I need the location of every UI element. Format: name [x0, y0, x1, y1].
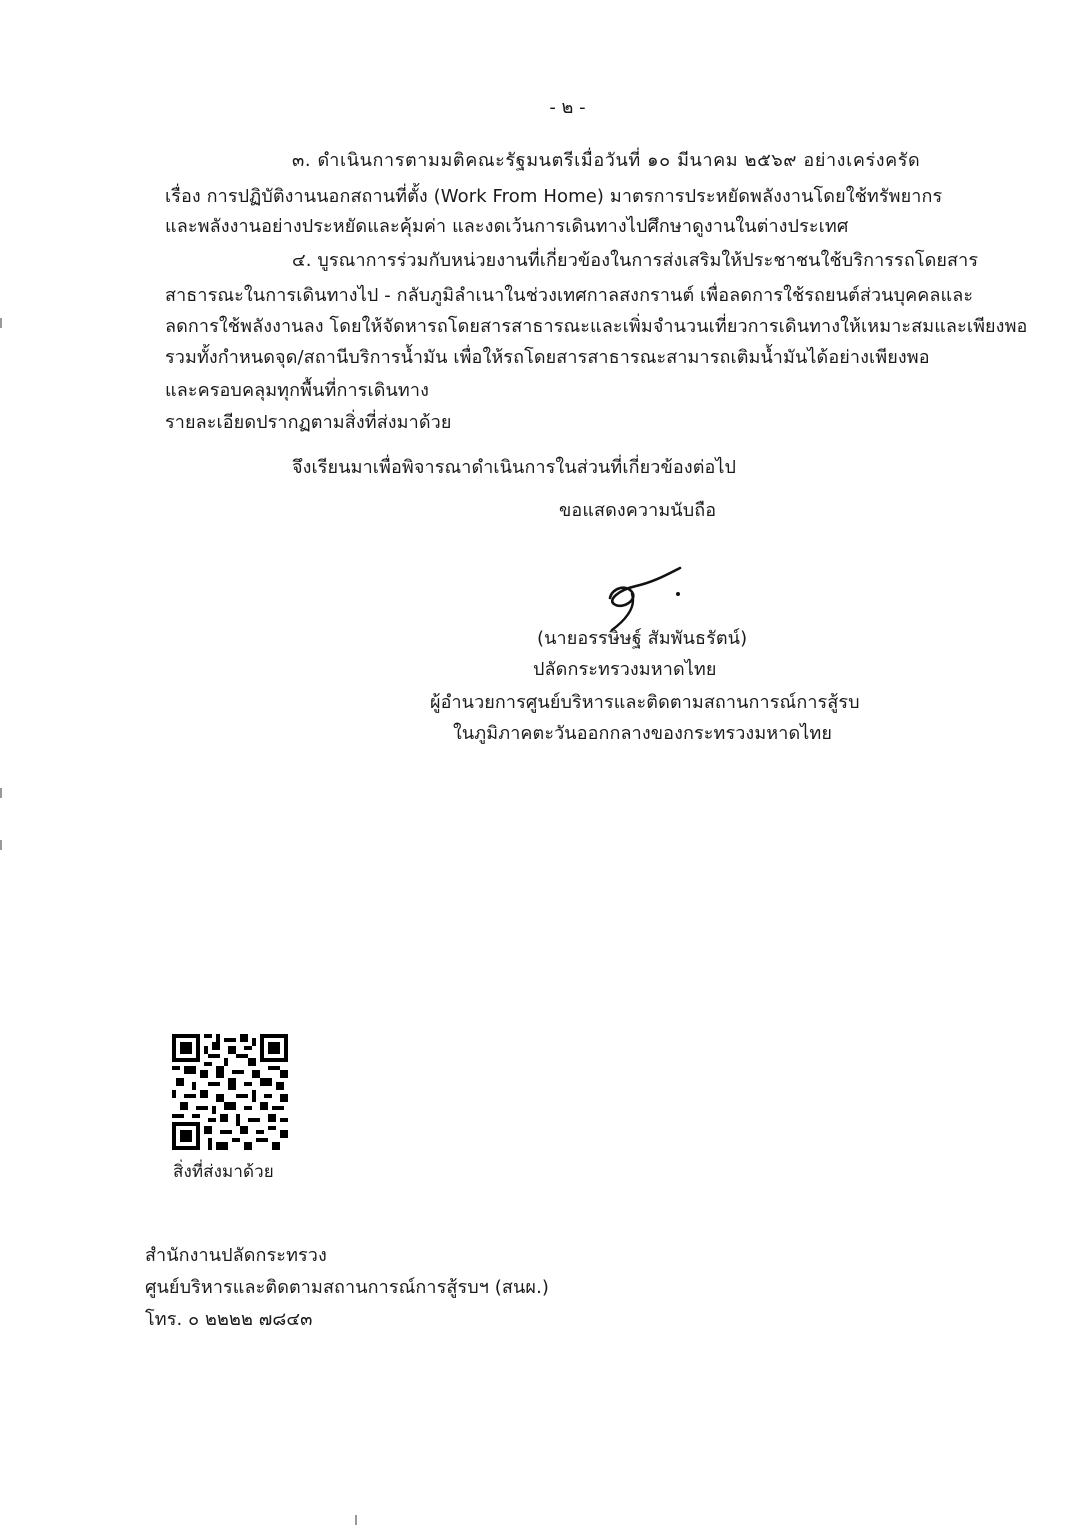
item3-line1: ๓. ดำเนินการตามมติคณะรัฐมนตรีเมื่อวันที่ ๑๐ มีนาคม ๒๕๖๙ อย่างเคร่งครัด [292, 150, 921, 171]
qr-code[interactable] [172, 1034, 288, 1150]
details-line: รายละเอียดปรากฏตามสิ่งที่ส่งมาด้วย [165, 412, 452, 433]
closing-line: จึงเรียนมาเพื่อพิจารณาดำเนินการในส่วนที่เกี่ยวข้องต่อไป [292, 457, 737, 478]
item4-line3: ลดการใช้พลังงานลง โดยให้จัดหารถโดยสารสาธารณะและเพิ่มจำนวนเที่ยวการเดินทางให้เหมาะสมและเพียงพอ [165, 316, 1028, 337]
footer-office: สำนักงานปลัดกระทรวง [145, 1245, 327, 1266]
page-number: - ๒ - [549, 97, 586, 118]
item3-line3: และพลังงานอย่างประหยัดและคุ้มค่า และงดเว้นการเดินทางไปศึกษาดูงานในต่างประเทศ [165, 216, 849, 237]
scan-mark [0, 318, 2, 328]
scan-mark [0, 840, 2, 850]
signatory-name: (นายอรรษิษฐ์ สัมพันธรัตน์) [537, 628, 748, 649]
signatory-title2: ผู้อำนวยการศูนย์บริหารและติดตามสถานการณ์การสู้รบ [430, 692, 860, 713]
scan-mark [0, 788, 2, 798]
scan-mark [355, 1515, 357, 1525]
signatory-title3: ในภูมิภาคตะวันออกกลางของกระทรวงมหาดไทย [453, 723, 833, 744]
footer-phone: โทร. ๐ ๒๒๒๒ ๗๘๔๓ [145, 1309, 313, 1330]
item4-line4: รวมทั้งกำหนดจุด/สถานีบริการน้ำมัน เพื่อให้รถโดยสารสาธารณะสามารถเติมน้ำมันได้อย่างเพียงพอ [165, 347, 930, 368]
item4-line5: และครอบคลุมทุกพื้นที่การเดินทาง [165, 380, 429, 401]
item4-line2: สาธารณะในการเดินทางไป - กลับภูมิลำเนาในช่วงเทศกาลสงกรานต์ เพื่อลดการใช้รถยนต์ส่วนบุคคลและ [165, 285, 974, 306]
signatory-title1: ปลัดกระทรวงมหาดไทย [533, 659, 717, 680]
qr-caption: สิ่งที่ส่งมาด้วย [173, 1162, 274, 1182]
footer-center: ศูนย์บริหารและติดตามสถานการณ์การสู้รบฯ (สนผ.) [145, 1277, 550, 1298]
item4-line1: ๔. บูรณาการร่วมกับหน่วยงานที่เกี่ยวข้องในการส่งเสริมให้ประชาชนใช้บริการรถโดยสาร [292, 250, 979, 271]
item3-line2: เรื่อง การปฏิบัติงานนอกสถานที่ตั้ง (Work From Home) มาตรการประหยัดพลังงานโดยใช้ทรัพยากร [165, 186, 943, 207]
regards-line: ขอแสดงความนับถือ [559, 500, 717, 521]
